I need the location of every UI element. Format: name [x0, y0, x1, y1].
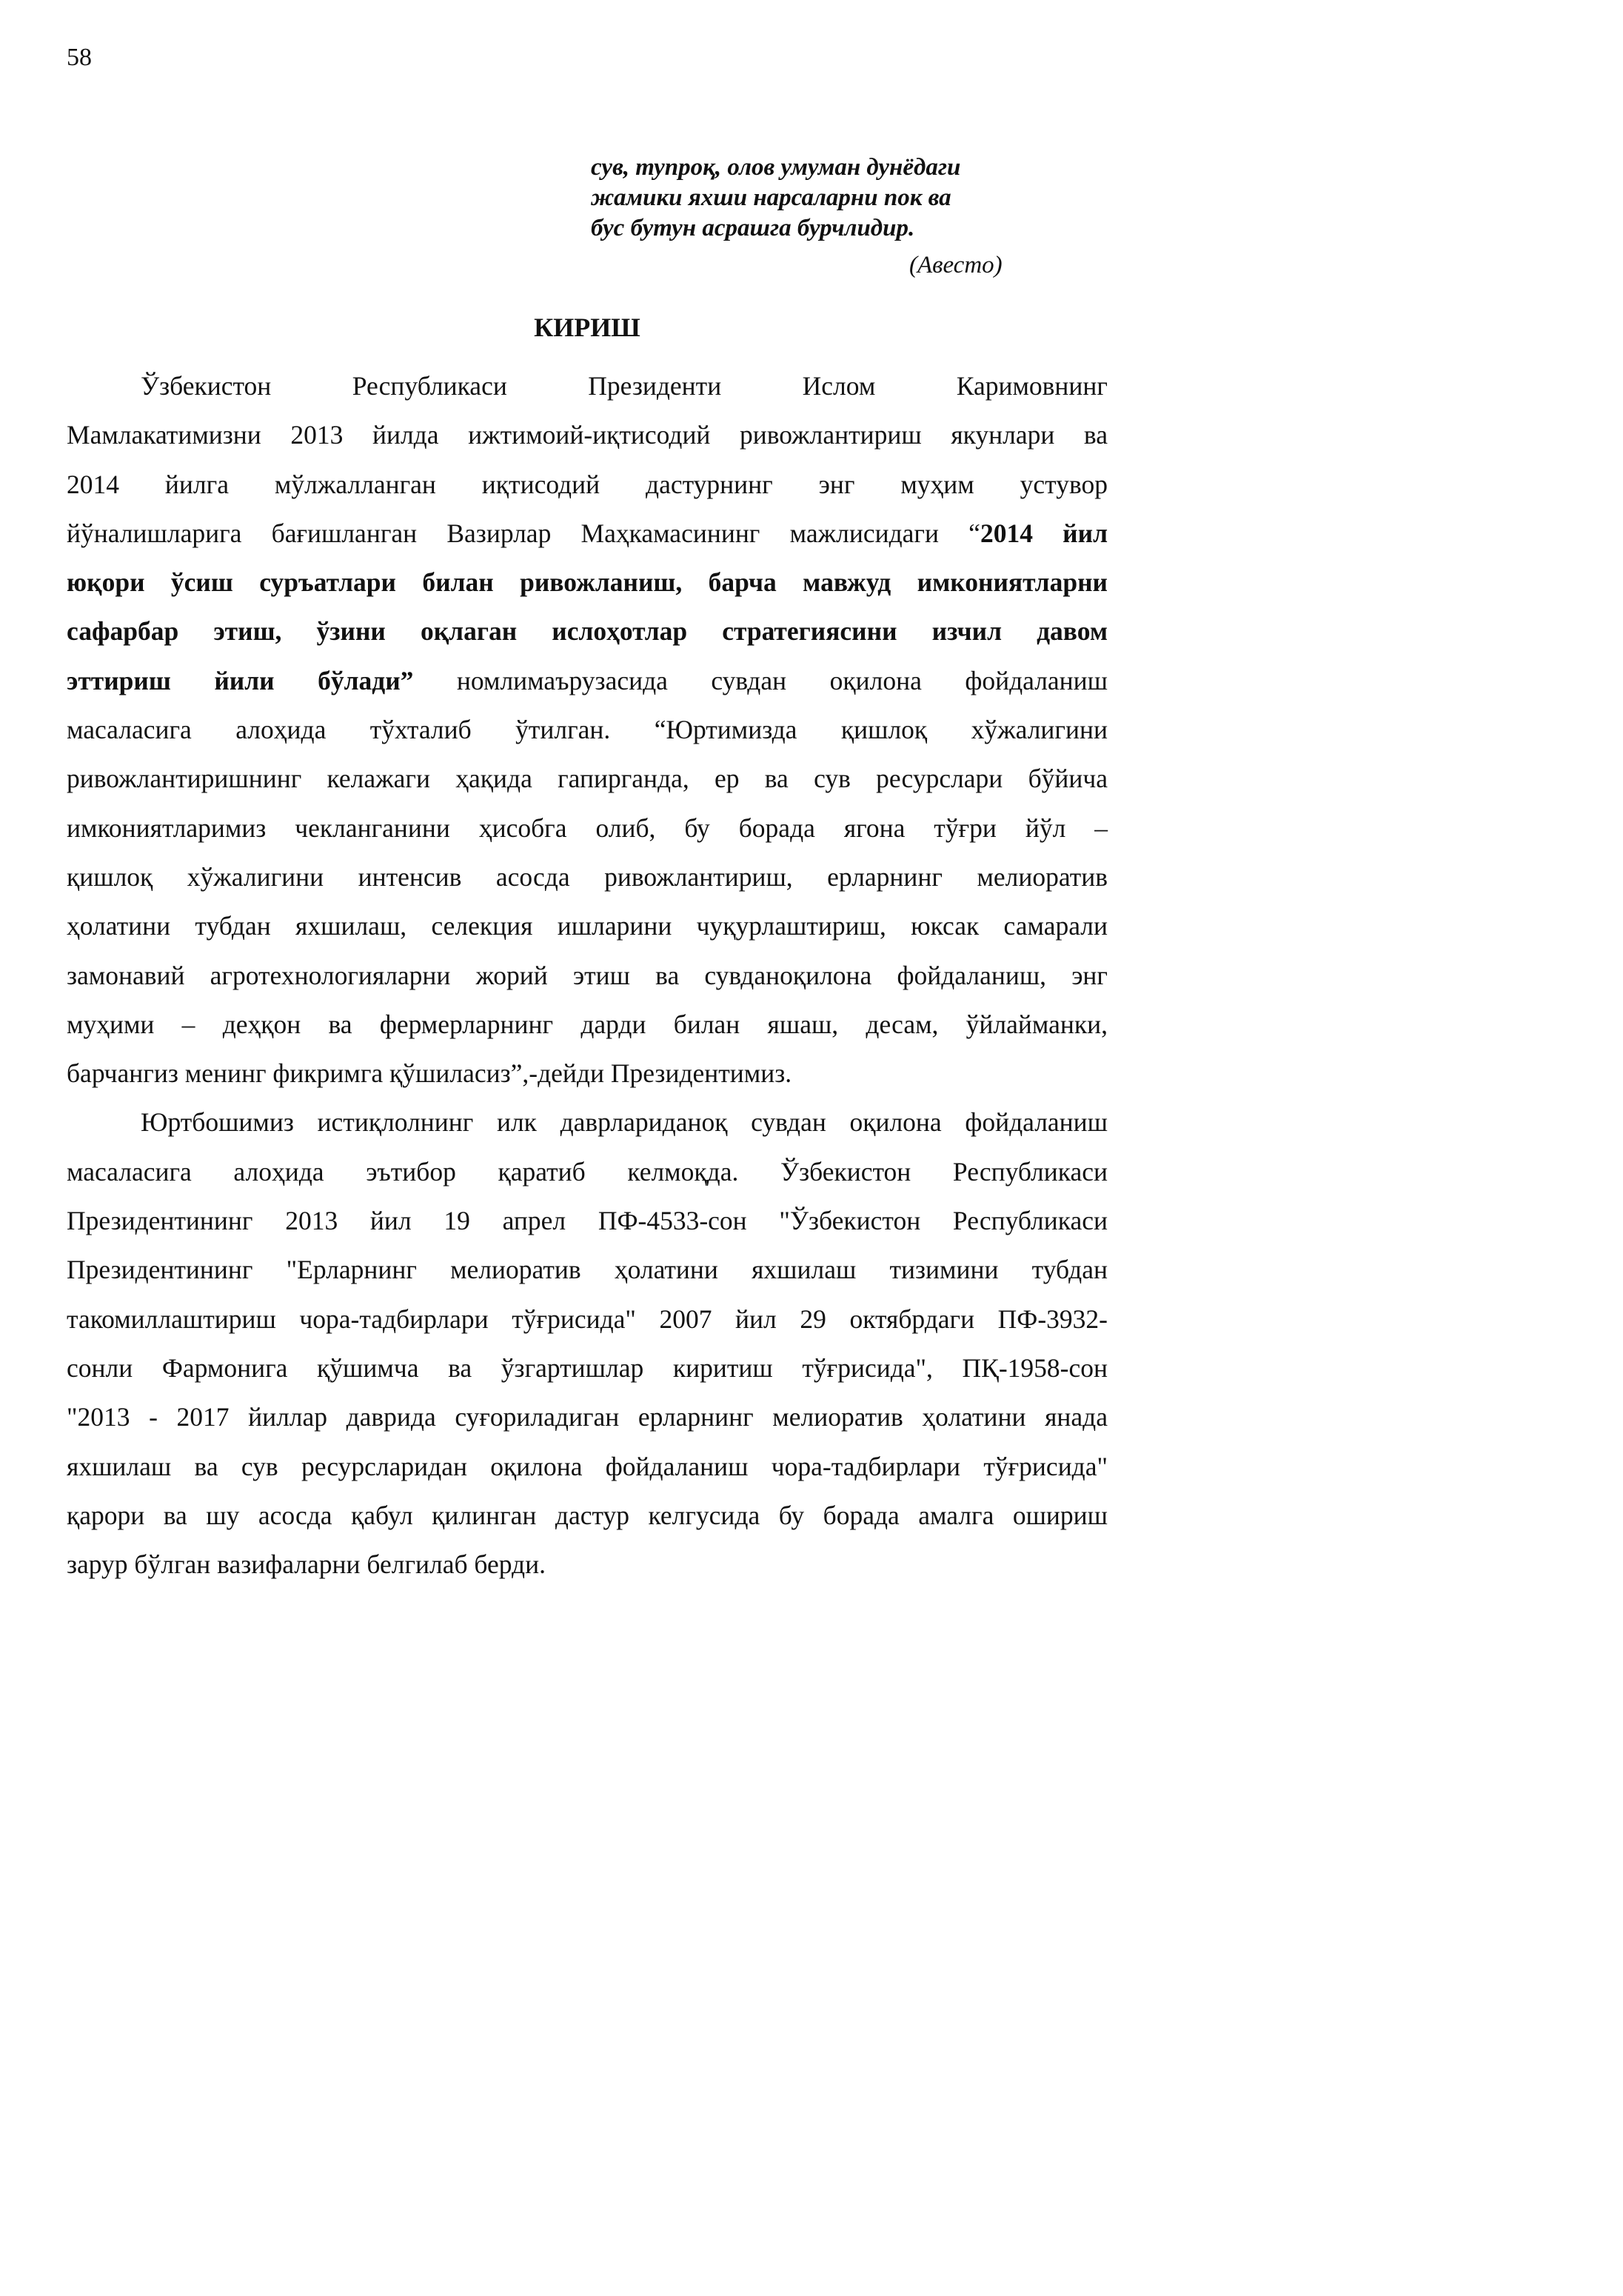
text-line: имкониятларимиз чекланганини ҳисобга олиб, бу борада ягона тўғри йўл –	[67, 812, 1108, 843]
epigraph	[591, 153, 1050, 244]
epigraph-line: сув, тупроқ, олов умуман дунёдаги	[591, 154, 961, 181]
text-line: Мамлакатимизни 2013 йилда ижтимоий-иқтисодий ривожлантириш якунлари ва	[67, 420, 1108, 450]
body-text	[67, 361, 1108, 1589]
page-number: 58	[67, 44, 92, 71]
text-run: йўналишларига бағишланган Вазирлар Маҳкамасининг мажлисидаги “	[67, 518, 980, 548]
section-title: КИРИШ	[534, 313, 640, 342]
text-line: ҳолатини тубдан яхшилаш, селекция ишларини чуқурлаштириш, юксак самарали	[67, 911, 1108, 941]
text-line: такомиллаштириш чора-тадбирлари тўғрисида" 2007 йил 29 октябрдаги ПФ-3932-	[67, 1304, 1108, 1334]
text-line: масаласига алоҳида тўхталиб ўтилган. “Юртимизда қишлоқ хўжалигини	[67, 715, 1108, 745]
text-line: муҳими – деҳқон ва фермерларнинг дарди билан яшаш, десам, ўйлайманки,	[67, 1009, 1108, 1039]
text-line	[67, 656, 1108, 705]
text-line: ривожлантиришнинг келажаги ҳақида гапирганда, ер ва сув ресурслари бўйича	[67, 764, 1108, 794]
text-line: қарори ва шу асосда қабул қилинган дастур келгусида бу борада амалга ошириш	[67, 1500, 1108, 1530]
text-line: Президентининг 2013 йил 19 апрел ПФ-4533-сон "Ўзбекистон Республикаси	[67, 1206, 1108, 1236]
bold-text-run: 2014 йил	[980, 518, 1108, 548]
bold-text-run: сафарбар этиш, ўзини оқлаган ислоҳотлар стратегиясини изчил давом	[67, 616, 1108, 647]
text-line	[67, 607, 1108, 655]
text-line: яхшилаш ва сув ресурсларидан оқилона фойдаланиш чора-тадбирлари тўғрисида"	[67, 1451, 1108, 1481]
paragraph-2	[67, 1098, 1108, 1589]
text-line: масаласига алоҳида эътибор қаратиб келмоқда. Ўзбекистон Республикаси	[67, 1156, 1108, 1187]
text-line: қишлоқ хўжалигини интенсив асосда ривожлантириш, ерларнинг мелиоратив	[67, 861, 1108, 892]
text-line: замонавий агротехнологияларни жорий этиш ва сувданоқилона фойдаланиш, энг	[67, 960, 1108, 990]
text-line: Президентининг "Ерларнинг мелиоратив ҳолатини яхшилаш тизимини тубдан	[67, 1255, 1108, 1285]
epigraph-line: жамики яхши нарсаларни пок ва	[591, 184, 951, 211]
text-line: "2013 - 2017 йиллар даврида суғориладиган ерларнинг мелиоратив ҳолатини янада	[67, 1402, 1108, 1432]
epigraph-source: (Авесто)	[909, 252, 1003, 278]
epigraph-line: бус бутун асрашга бурчлидир.	[591, 215, 915, 241]
bold-text-run: эттириш йили бўлади”	[67, 665, 414, 695]
text-run: номлимаърузасида сувдан оқилона фойдаланиш	[413, 665, 1108, 695]
text-line: Ўзбекистон Республикаси Президенти Ислом Каримовнинг	[141, 371, 1108, 401]
text-line	[67, 509, 1108, 558]
paragraph-1	[67, 361, 1108, 1098]
text-line: Юртбошимиз истиқлолнинг илк даврлариданоқ сувдан оқилона фойдаланиш	[141, 1107, 1108, 1138]
text-line: зарур бўлган вазифаларни белгилаб берди.	[67, 1549, 546, 1580]
text-line	[67, 558, 1108, 607]
text-line: сонли Фармонига қўшимча ва ўзгартишлар киритиш тўғрисида", ПҚ-1958-сон	[67, 1352, 1108, 1383]
text-line: 2014 йилга мўлжалланган иқтисодий дастурнинг энг муҳим устувор	[67, 469, 1108, 499]
text-line: барчангиз менинг фикримга қўшиласиз”,-дейди Президентимиз.	[67, 1058, 792, 1089]
bold-text-run: юқори ўсиш суръатлари билан ривожланиш, барча мавжуд имкониятларни	[67, 567, 1108, 598]
